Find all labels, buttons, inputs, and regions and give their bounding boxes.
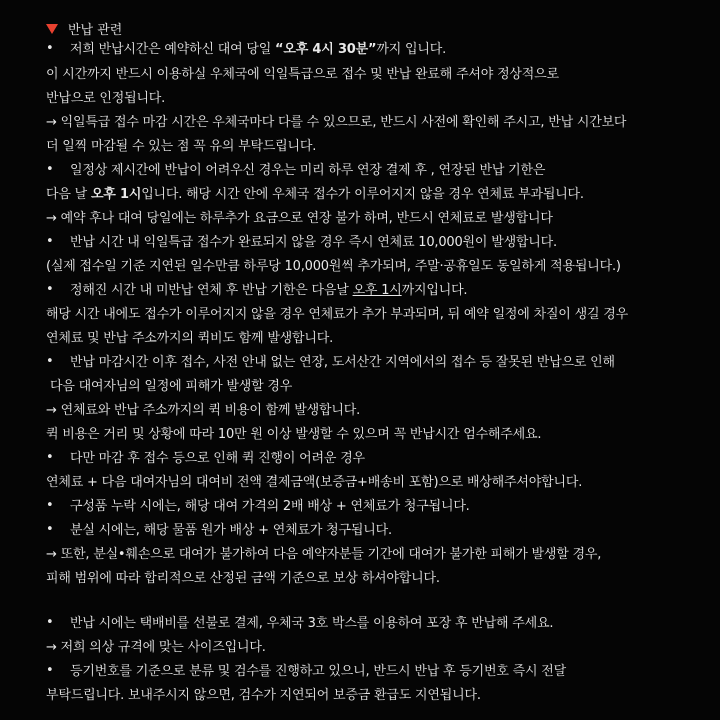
bullet-icon: • (46, 282, 54, 297)
text-line: 다음 대여자님의 일정에 피해가 발생할 경우 (50, 379, 293, 394)
bullet-icon: • (46, 450, 54, 465)
text-line: 해당 시간 내에도 접수가 이루어지지 않을 경우 연체료가 추가 부과되며, 뒤 예약 일정에 차질이 생길 경우 (46, 307, 628, 322)
section-title: 반납 관련 (68, 23, 123, 38)
bullet-icon: • (46, 663, 54, 678)
text-line: 퀵 비용은 거리 및 상황에 따라 10만 원 이상 발생할 수 있으며 꼭 반납시간 엄수해주세요. (46, 427, 542, 442)
text-line: → 익일특급 접수 마감 시간은 우체국마다 다를 수 있으므로, 반드시 사전에 확인해 주시고, 반납 시간보다 (46, 115, 627, 130)
bullet-icon: • (46, 354, 54, 369)
bullet-line: 분실 시에는, 해당 물품 원가 배상 + 연체료가 청구됩니다. (70, 523, 392, 538)
text-line: (실제 접수일 기준 지연된 일수만큼 하루당 10,000원씩 추가되며, 주말·공휴일도 동일하게 적용됩니다.) (46, 259, 621, 274)
bullet-line: 구성품 누락 시에는, 해당 대여 가격의 2배 배상 + 연체료가 청구됩니다. (70, 499, 470, 514)
bullet-icon: • (46, 615, 54, 630)
text-line: → 또한, 분실•훼손으로 대여가 불가하여 다음 예약자분들 기간에 대여가 불가한 피해가 발생할 경우, (46, 547, 602, 562)
text-line: → 저희 의상 규격에 맞는 사이즈입니다. (46, 640, 266, 655)
bullet-icon: • (46, 162, 54, 177)
bullet-icon: • (46, 234, 54, 249)
bullet-icon: • (46, 498, 54, 513)
text-line: 더 일찍 마감될 수 있는 점 꼭 유의 부탁드립니다. (46, 139, 317, 154)
bullet-line: 반납 시에는 택배비를 선불로 결제, 우체국 3호 박스를 이용하여 포장 후 반납해 주세요. (70, 616, 554, 631)
text-line: 연체료 + 다음 대여자님의 대여비 전액 결제금액(보증금+배송비 포함)으로 배상해주셔야합니다. (46, 475, 583, 490)
bullet-line: 정해진 시간 내 미반납 연체 후 반납 기한은 다음날 오후 1시까지입니다. (70, 283, 468, 298)
text-line: 연체료 및 반납 주소까지의 퀵비도 함께 발생합니다. (46, 331, 334, 346)
bullet-line: 반납 시간 내 익일특급 접수가 완료되지 않을 경우 즉시 연체료 10,000원이 발생합니다. (70, 235, 557, 250)
bullet-line: 다만 마감 후 접수 등으로 인해 퀵 진행이 어려운 경우 (70, 451, 365, 466)
text-line: 반납으로 인정됩니다. (46, 91, 166, 106)
red-triangle-icon (46, 24, 58, 34)
text-line: 피해 범위에 따라 합리적으로 산정된 금액 기준으로 보상 하셔야합니다. (46, 571, 440, 586)
bullet-line: 등기번호를 기준으로 분류 및 검수를 진행하고 있으니, 반드시 반납 후 등기번호 즉시 전달 (70, 664, 567, 679)
bullet-icon: • (46, 41, 54, 56)
text-line: → 연체료와 반납 주소까지의 퀵 비용이 함께 발생합니다. (46, 403, 361, 418)
bullet-line: 저희 반납시간은 예약하신 대여 당일 “오후 4시 30분”까지 입니다. (70, 42, 447, 57)
text-line: 부탁드립니다. 보내주시지 않으면, 검수가 지연되어 보증금 환급도 지연됩니다. (46, 688, 481, 703)
text-line: 이 시간까지 반드시 이용하실 우체국에 익일특급으로 접수 및 반납 완료해 주셔야 정상적으로 (46, 67, 559, 82)
bullet-line: 반납 마감시간 이후 접수, 사전 안내 없는 연장, 도서산간 지역에서의 접수 등 잘못된 반납으로 인해 (70, 355, 615, 370)
bullet-line: 일정상 제시간에 반납이 어려우신 경우는 미리 하루 연장 결제 후 , 연장된 반납 기한은 (70, 163, 546, 178)
text-line: → 예약 후나 대여 당일에는 하루추가 요금으로 연장 불가 하며, 반드시 연체료로 발생합니다 (46, 211, 553, 226)
bullet-icon: • (46, 522, 54, 537)
section-header (46, 19, 122, 38)
text-line: 다음 날 오후 1시입니다. 해당 시간 안에 우체국 접수가 이루어지지 않을 경우 연체료 부과됩니다. (46, 187, 584, 202)
